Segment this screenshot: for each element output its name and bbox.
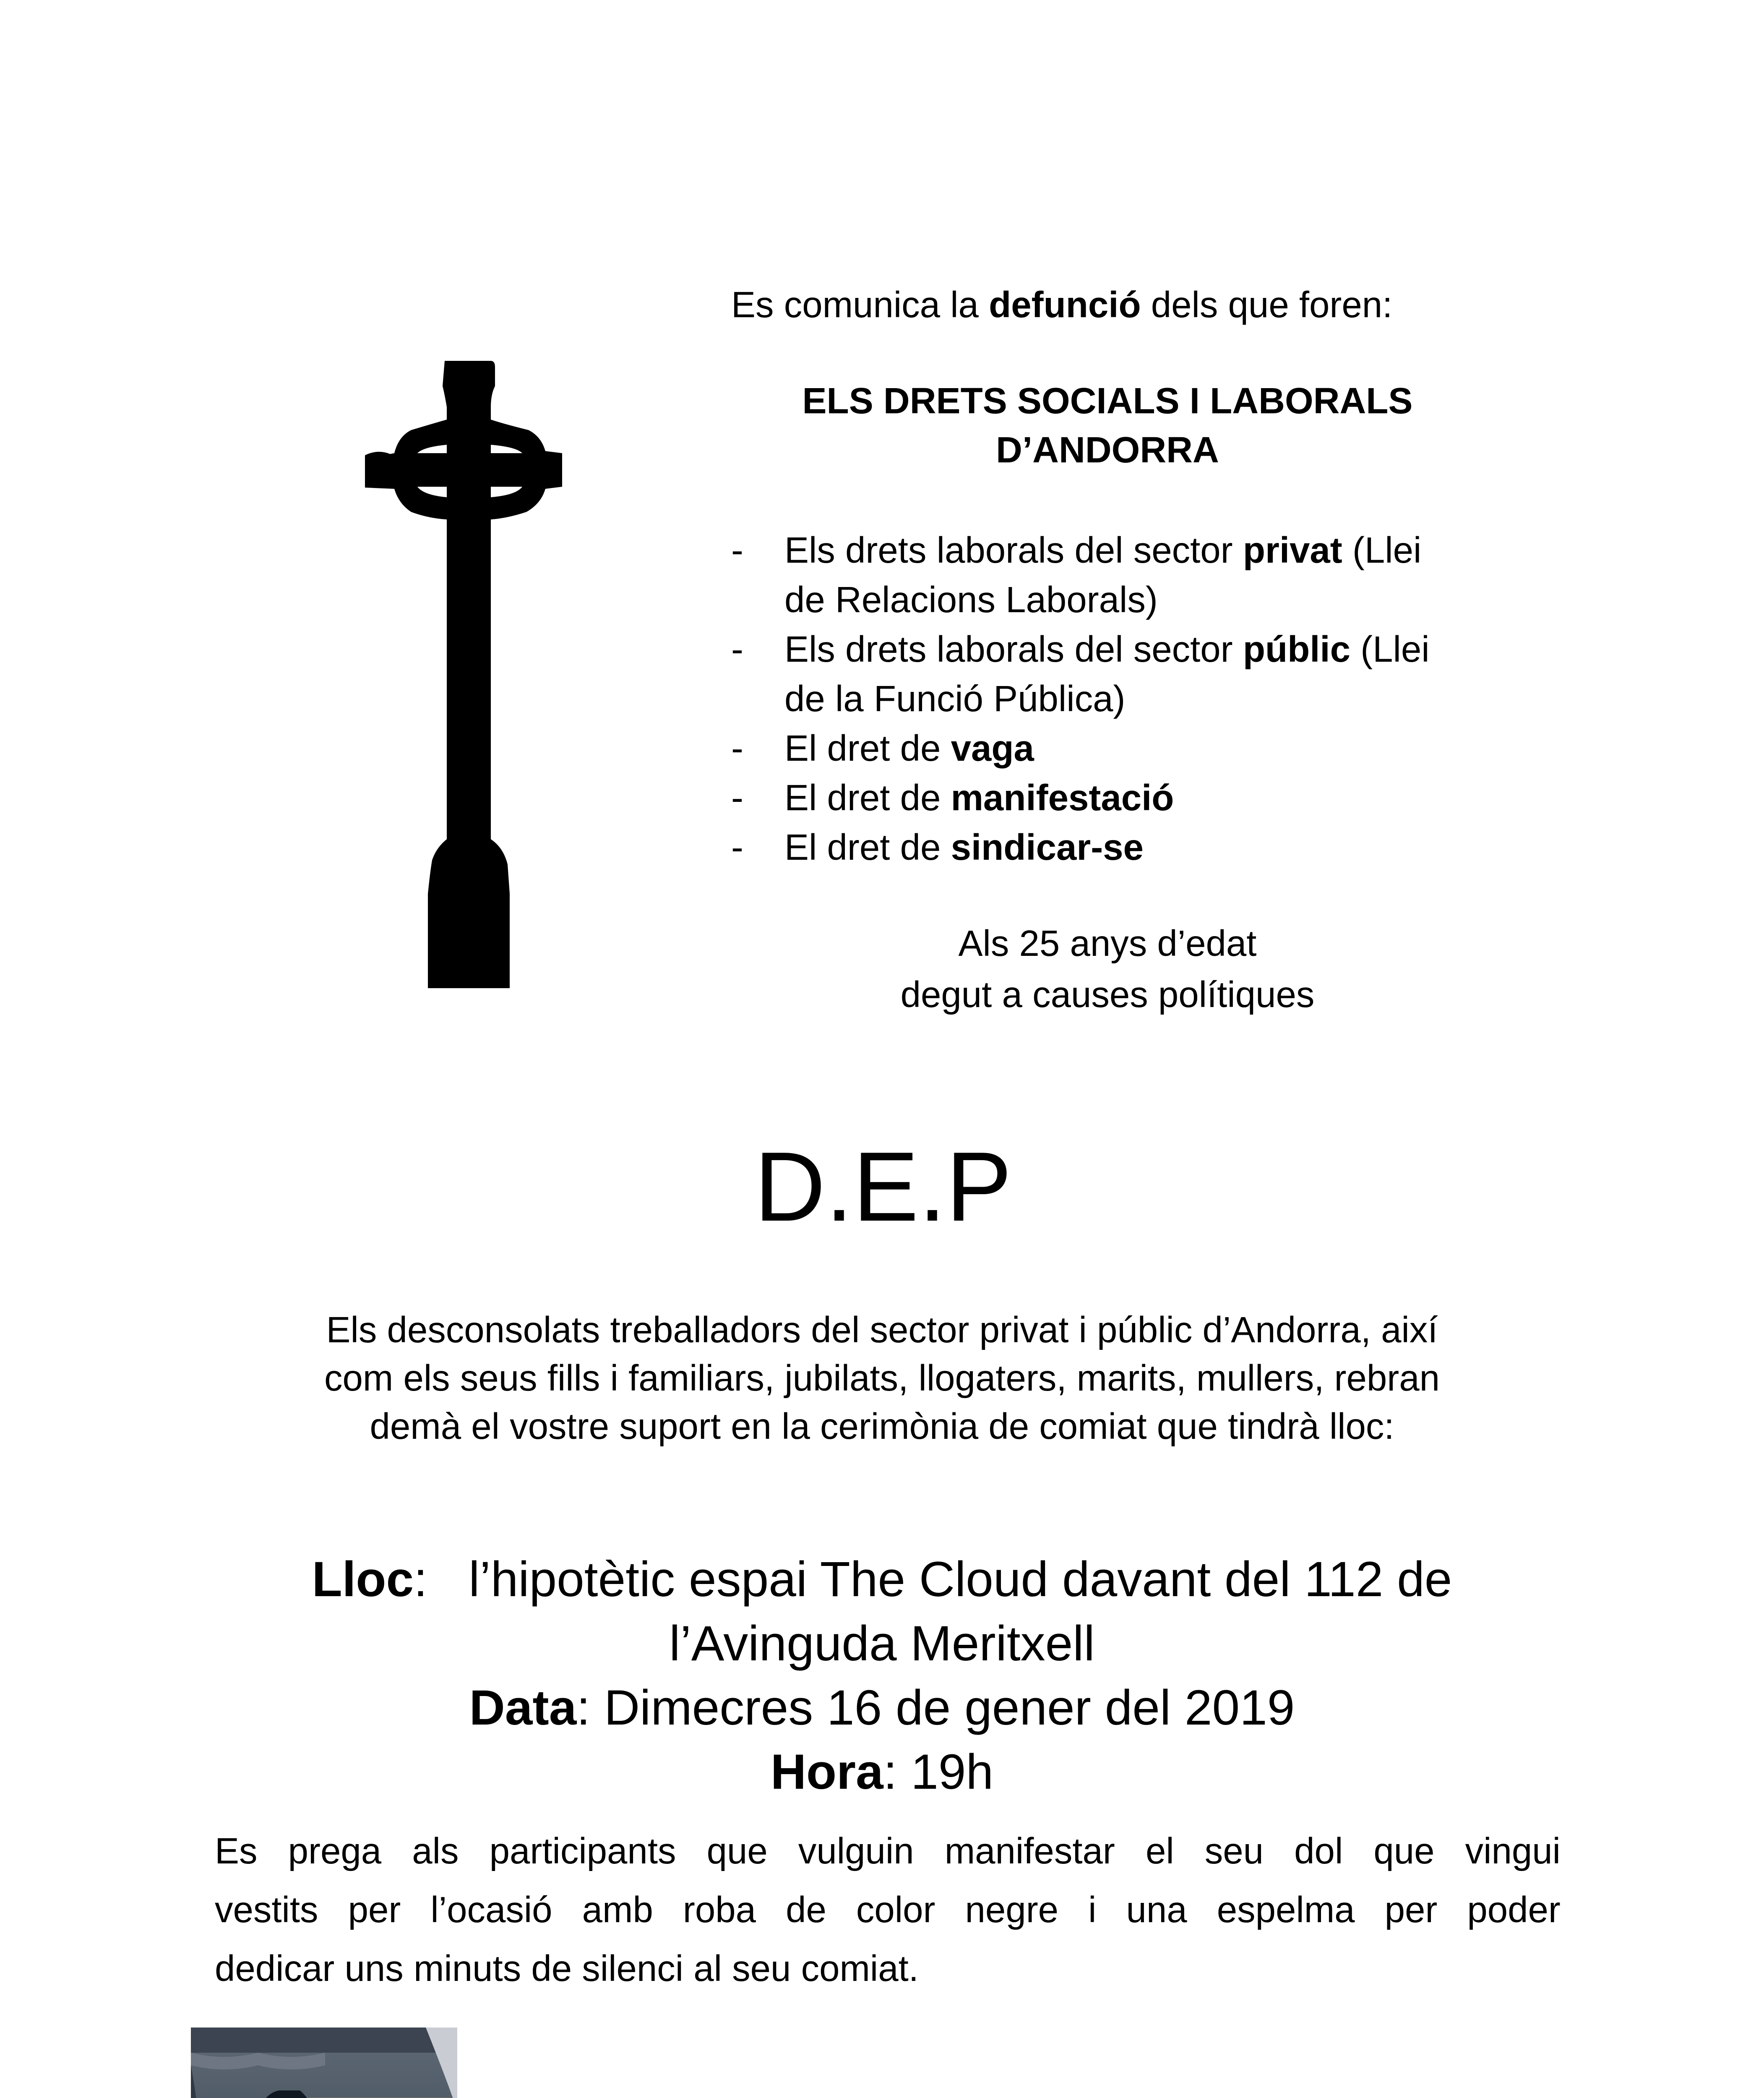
- request-word: per: [348, 1889, 401, 1930]
- item-bold: manifestació: [951, 778, 1174, 818]
- age-line-2: degut a causes polítiques: [900, 974, 1315, 1015]
- request-word: dol: [1294, 1831, 1343, 1871]
- time-label: Hora: [770, 1744, 883, 1800]
- request-word: vulguin: [798, 1831, 914, 1871]
- intro-suffix: dels que foren:: [1141, 284, 1393, 325]
- item-prefix: Els drets laborals del sector: [784, 530, 1243, 571]
- age-line-1: Als 25 anys d’edat: [958, 923, 1257, 964]
- request-word: Es: [215, 1831, 258, 1871]
- request-word: poder: [1467, 1889, 1561, 1930]
- request-word: i: [1088, 1889, 1097, 1930]
- item-bold: públic: [1243, 629, 1350, 670]
- request-word: de: [786, 1889, 826, 1930]
- item-prefix: El dret de: [784, 778, 951, 818]
- title-line-1: ELS DRETS SOCIALS I LABORALS: [802, 381, 1413, 421]
- request-word: el: [1145, 1831, 1174, 1871]
- date-row: [168, 1680, 1596, 1735]
- intro-line: [731, 284, 1393, 325]
- place-value-1: l’hipotètic espai The Cloud davant del 112 de: [469, 1552, 1452, 1607]
- request-word: per: [1384, 1889, 1438, 1930]
- item-prefix: El dret de: [784, 827, 951, 868]
- event-details: [168, 1552, 1596, 1800]
- request-word: que: [1373, 1831, 1435, 1871]
- request-word: l’ocasió: [430, 1889, 552, 1930]
- item-bold: privat: [1243, 530, 1342, 571]
- list-item-continuation: de Relacions Laborals): [784, 579, 1158, 620]
- item-prefix: El dret de: [784, 728, 951, 769]
- request-word: seu: [1204, 1831, 1264, 1871]
- bullet: -: [731, 778, 743, 818]
- request-word: vestits: [215, 1889, 318, 1930]
- request-line-3: dedicar uns minuts de silenci al seu comiat.: [215, 1948, 919, 1989]
- age-block: [713, 925, 1502, 1013]
- time-row: [168, 1744, 1596, 1800]
- bullet: -: [731, 827, 743, 868]
- bullet: -: [731, 728, 743, 769]
- request-word: roba: [683, 1889, 756, 1930]
- mourners-line-3: demà el vostre suport en la cerimònia de comiat que tindrà lloc:: [370, 1406, 1394, 1447]
- celtic-cross-icon: [365, 357, 562, 990]
- item-prefix: Els drets laborals del sector: [784, 629, 1243, 670]
- title-line-2: D’ANDORRA: [996, 430, 1219, 470]
- date-value: Dimecres 16 de gener del 2019: [604, 1680, 1295, 1735]
- request-word: manifestar: [944, 1831, 1115, 1871]
- item-bold: vaga: [951, 728, 1034, 769]
- place-label: Lloc: [312, 1552, 414, 1607]
- time-value: 19h: [911, 1744, 994, 1800]
- place-value-2: l’Avinguda Meritxell: [669, 1616, 1095, 1671]
- request-word: espelma: [1217, 1889, 1355, 1930]
- request-word: una: [1126, 1889, 1187, 1930]
- request-word: que: [706, 1831, 768, 1871]
- item-suffix: (Llei: [1350, 629, 1430, 670]
- request-line-1: [215, 1833, 1561, 1869]
- intro-bold: defunció: [989, 284, 1141, 325]
- time-colon: :: [883, 1744, 911, 1800]
- dep-heading: D.E.P: [754, 1131, 1012, 1242]
- request-paragraph: [215, 1833, 1561, 1987]
- date-colon: :: [576, 1680, 604, 1735]
- request-word: als: [412, 1831, 459, 1871]
- painting-illustration: [191, 2028, 457, 2098]
- request-word: vingui: [1465, 1831, 1561, 1871]
- item-bold: sindicar-se: [951, 827, 1144, 868]
- item-suffix: (Llei: [1342, 530, 1422, 571]
- bullet: -: [731, 530, 743, 571]
- bullet: -: [731, 629, 743, 670]
- date-label: Data: [469, 1680, 577, 1735]
- request-word: color: [856, 1889, 935, 1930]
- request-word: negre: [965, 1889, 1059, 1930]
- mourners-paragraph: [168, 1312, 1596, 1445]
- place-row: [168, 1552, 1596, 1607]
- mourners-line-1: Els desconsolats treballadors del sector privat i públic d’Andorra, així: [326, 1310, 1438, 1350]
- mourners-line-2: com els seus fills i familiars, jubilats, llogaters, marits, mullers, rebran: [324, 1358, 1440, 1399]
- list-item-continuation: de la Funció Pública): [784, 678, 1126, 719]
- intro-prefix: Es comunica la: [731, 284, 989, 325]
- mourning-widow-painting: [191, 2028, 457, 2098]
- request-word: prega: [288, 1831, 382, 1871]
- request-word: amb: [582, 1889, 653, 1930]
- request-line-2: [215, 1889, 1561, 1930]
- canopy: [191, 2028, 457, 2053]
- place-colon: :: [414, 1552, 469, 1607]
- title: [713, 383, 1502, 468]
- request-word: participants: [489, 1831, 676, 1871]
